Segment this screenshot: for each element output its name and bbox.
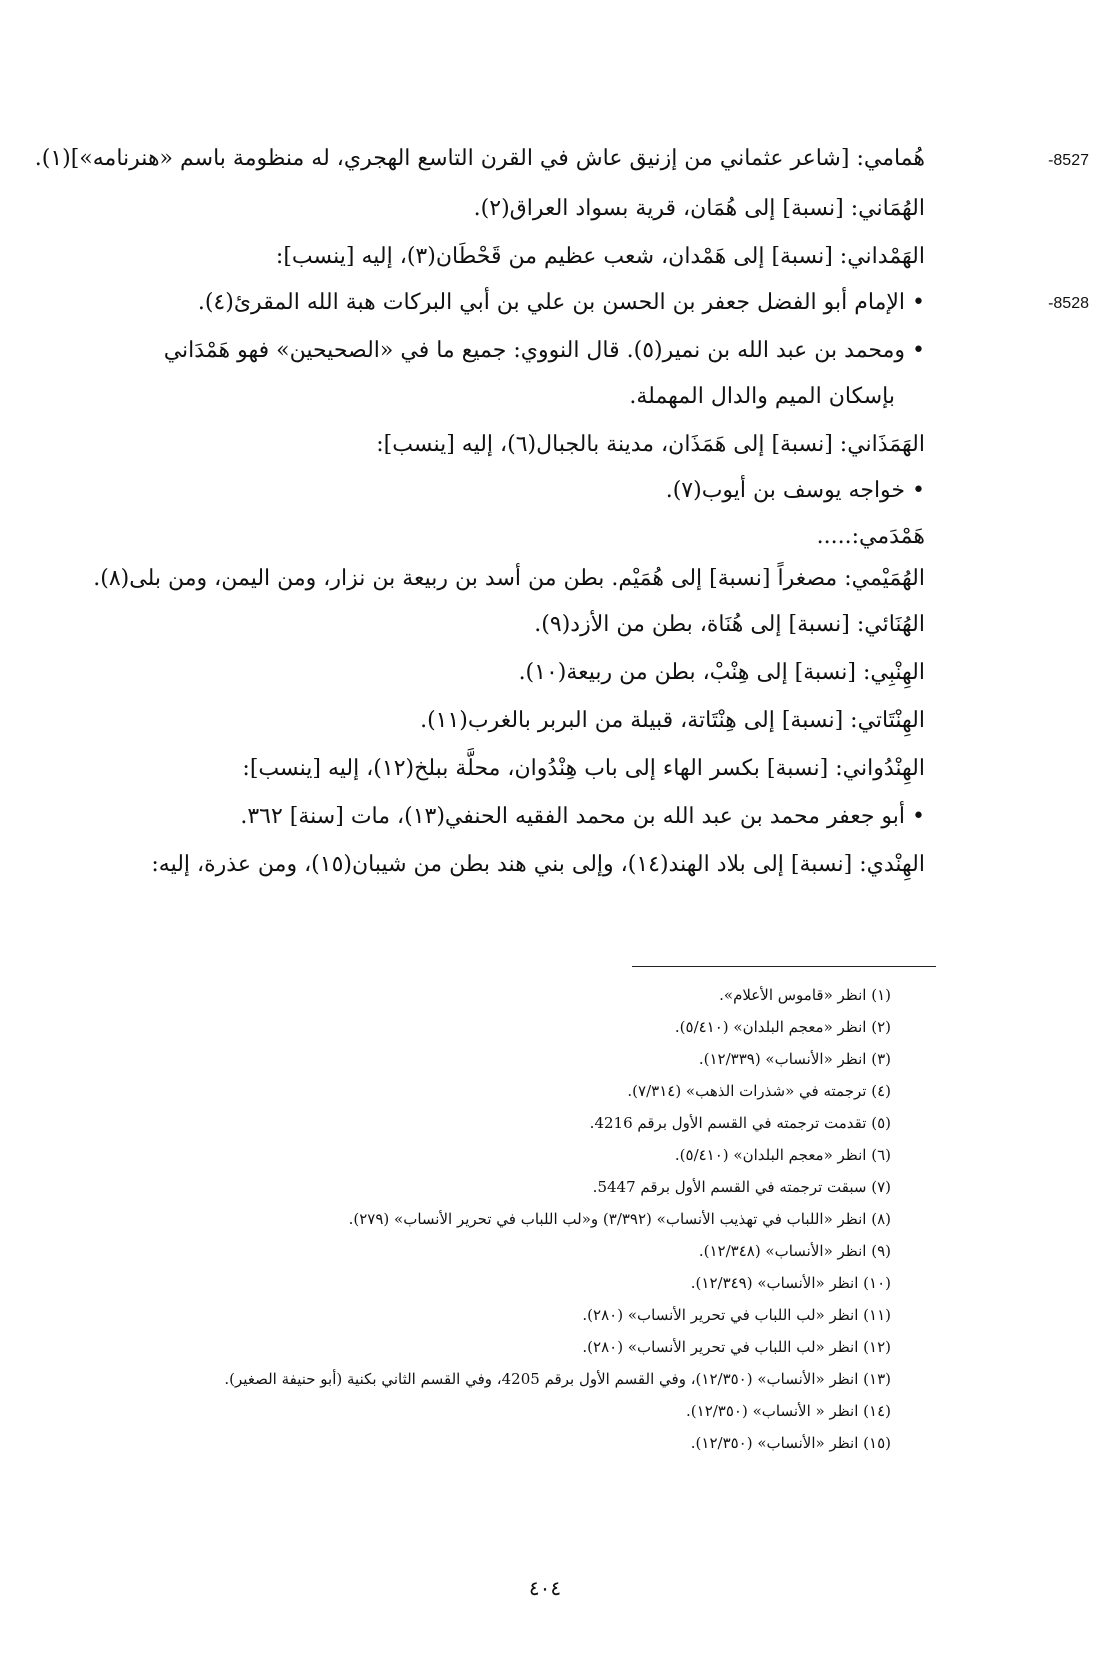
footnote-9: (٩) انظر «الأنساب» (١٢/٣٤٨). — [698, 1242, 891, 1260]
footnote-3: (٣) انظر «الأنساب» (١٢/٣٣٩). — [698, 1050, 891, 1068]
hamadhani-person: • خواجه يوسف بن أيوب(٧). — [665, 478, 925, 503]
footnote-11: (١١) انظر «لب اللباب في تحرير الأنساب» (٢٨٠). — [582, 1306, 891, 1324]
entry-number-8527: -8527 — [1048, 152, 1089, 169]
hamdani-person-2-continued: بإسكان الميم والدال المهملة. — [629, 384, 895, 409]
footnote-14: (١٤) انظر « الأنساب» (١٢/٣٥٠). — [686, 1402, 891, 1420]
footnote-7: (٧) سبقت ترجمته في القسم الأول برقم 5447. — [592, 1178, 891, 1196]
footnote-divider — [632, 966, 936, 967]
footnote-15: (١٥) انظر «الأنساب» (١٢/٣٥٠). — [690, 1434, 891, 1452]
entry-number-8528: -8528 — [1048, 295, 1089, 312]
entry-hindi: الهِنْدي: [نسبة] إلى بلاد الهند(١٤)، وإلى بني هند بطن من شيبان(١٥)، ومن عذرة، إليه: — [151, 852, 925, 877]
footnote-2: (٢) انظر «معجم البلدان» (٥/٤١٠). — [674, 1018, 891, 1036]
entry-hamdami: هَمْدَمي:..... — [816, 524, 925, 549]
footnote-13: (١٣) انظر «الأنساب» (١٢/٣٥٠)، وفي القسم الأول برقم 4205، وفي القسم الثاني بكنية (أبو حنيفة الصغير). — [224, 1370, 891, 1388]
footnote-12: (١٢) انظر «لب اللباب في تحرير الأنساب» (٢٨٠). — [582, 1338, 891, 1356]
footnote-5: (٥) تقدمت ترجمته في القسم الأول برقم 4216. — [589, 1114, 891, 1132]
footnote-10: (١٠) انظر «الأنساب» (١٢/٣٤٩). — [690, 1274, 891, 1292]
footnote-1: (١) انظر «قاموس الأعلام». — [719, 986, 891, 1004]
hamdani-person-1: • الإمام أبو الفضل جعفر بن الحسن بن علي بن أبي البركات هبة الله المقرئ(٤). — [197, 290, 925, 315]
entry-humaymi: الهُمَيْمي: مصغراً [نسبة] إلى هُمَيْم. بطن من أسد بن ربيعة بن نزار، ومن اليمن، ومن بلى(٨). — [93, 566, 925, 591]
footnote-6: (٦) انظر «معجم البلدان» (٥/٤١٠). — [674, 1146, 891, 1164]
footnote-8: (٨) انظر «اللباب في تهذيب الأنساب» (٣/٣٩٢) و«لب اللباب في تحرير الأنساب» (٢٧٩). — [348, 1210, 891, 1228]
entry-8527-text: هُمامي: [شاعر عثماني من إزنيق عاش في القرن التاسع الهجري، له منظومة باسم «هنرنامه»](١). — [34, 146, 925, 171]
entry-hamadhani: الهَمَذَاني: [نسبة] إلى هَمَذَان، مدينة بالجبال(٦)، إليه [ينسب]: — [376, 432, 925, 457]
entry-humani: الهُمَاني: [نسبة] إلى هُمَان، قرية بسواد العراق(٢). — [473, 196, 925, 221]
entry-hinduwani: الهِنْدُواني: [نسبة] بكسر الهاء إلى باب هِنْدُوان، محلَّة ببلخ(١٢)، إليه [ينسب]: — [242, 756, 925, 781]
footnote-4: (٤) ترجمته في «شذرات الذهب» (٧/٣١٤). — [627, 1082, 891, 1100]
entry-hinbi: الهِنْبِي: [نسبة] إلى هِنْبْ، بطن من ربيعة(١٠). — [518, 660, 925, 685]
entry-hamdani: الهَمْداني: [نسبة] إلى هَمْدان، شعب عظيم من قَحْطَان(٣)، إليه [ينسب]: — [275, 244, 925, 269]
entry-hintati: الهِنْتَاتي: [نسبة] إلى هِنْتَاتة، قبيلة من البربر بالغرب(١١). — [420, 708, 925, 733]
hinduwani-person: • أبو جعفر محمد بن عبد الله بن محمد الفقيه الحنفي(١٣)، مات [سنة] ٣٦٢. — [240, 804, 925, 829]
page-number: ٤٠٤ — [528, 1576, 562, 1600]
hamdani-person-2: • ومحمد بن عبد الله بن نمير(٥). قال النووي: جميع ما في «الصحيحين» فهو هَمْدَاني — [163, 338, 925, 363]
entry-hunaee: الهُنَائي: [نسبة] إلى هُنَاة، بطن من الأزد(٩). — [534, 612, 925, 637]
